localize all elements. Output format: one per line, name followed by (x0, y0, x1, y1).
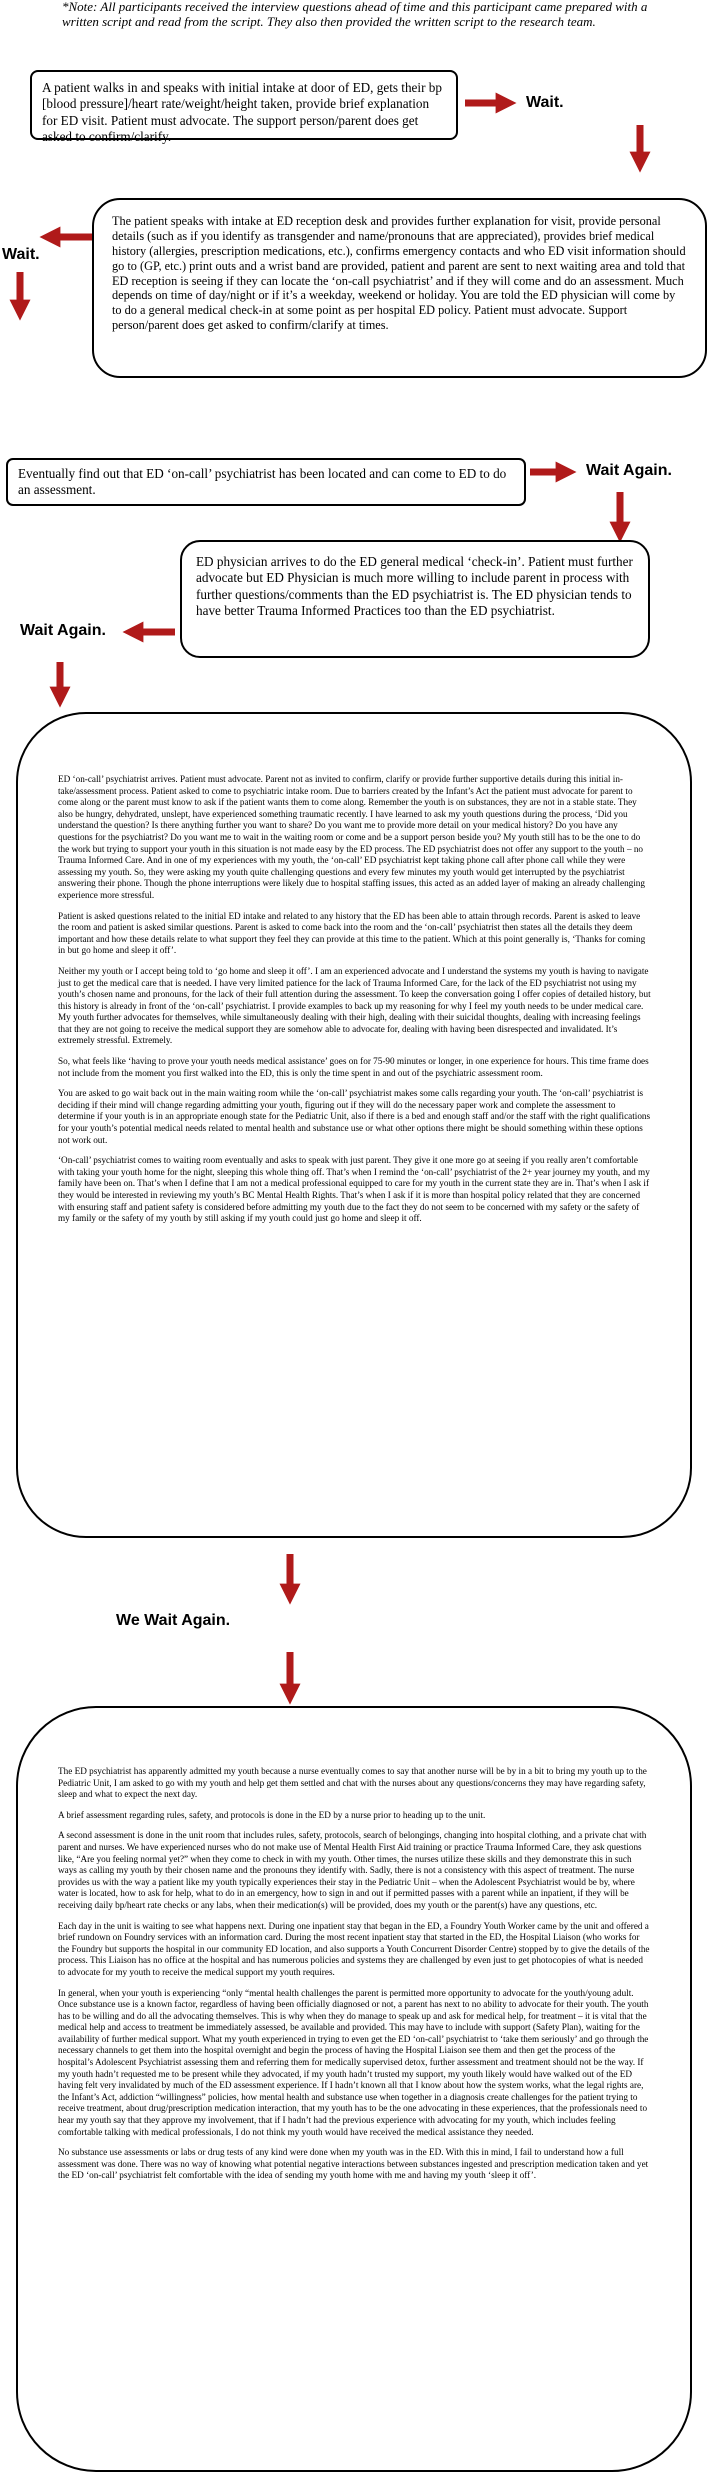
admission-paragraph: A brief assessment regarding rules, safety, and protocols is done in the ED by a nurse prior to heading up to the unit. (58, 1809, 486, 1820)
admission-paragraph: In general, when your youth is experiencing “only “mental health challenges the parent is permitted more opportunity to advocate for the youth/young adult. Once substance use is a known factor, regardless of having been officially diagnosed or not, a parent has next to no ability to advocate for their youth. The youth has to be willing and do all the advocating themselves. This is why when they do manage to speak up and ask for medical help, for treatment – it is vital that the medical help and access to treatment be immediately assessed, be available and provided. This may have to include with support (Safety Plan), waiting for the availability of further medical support. What my youth experienced in trying to even get the ED ‘on-call’ psychiatrist to ‘take them seriously’ and go through the necessary channels to get them into the hospital overnight and begin the process of having the Hospital Liaison see them and then get the process of the hospital’s Adolescent Psychiatrist assessing them and referring them for medically supervised detox, further assessment and treatment should not be the way. If my youth hadn’t requested me to be present while they advocated, if my youth hadn’t trusted my support, my youth likely would have walked out of the ED having felt very invalidated by much of the ED assessment experience. If I hadn’t known all that I know about how the system works, what the legal rights are, the Infant’s Act, addiction “willingness” policies, how mental health and substance use when together in a diagnosis create challenges for the patient trying to receive treatment, about drug/prescription medication interaction, that my youth has to be the one advocating in these experiences, that the professionals need to hear my youth say that they approve my involvement, that if I hadn’t had the previous experience with advocating for my youth, which includes feeling comfortable talking with medical professionals, I do not think my youth would have received the medical assistance they needed. (58, 1987, 649, 2137)
admission-paragraph: The ED psychiatrist has apparently admitted my youth because a nurse eventually comes to say that another nurse will be by in a bit to bring my youth up to the Pediatric Unit, I am asked to go with my youth and help get them settled and chat with the nurses about any questions/concerns they may have regarding safety, sleep and what to expect the next day. (58, 1766, 647, 1800)
assessment-paragraph: Neither my youth or I accept being told to ‘go home and sleep it off’. I am an experienced advocate and I understand the systems my youth is having to navigate just to get the medical care that is needed. I have very limited patience for the lack of Trauma Informed Care, for the lack of the ED psychiatrist not using my youth’s chosen name and pronouns, for the lack of their full attention during the assessment. To keep the conversation going I offer copies of detailed history, but this history is already in front of the ‘on-call’ psychiatrist. I provide examples to back up my reasoning for why I feel my youth needs to be under medical care. My youth further advocates for themselves, while simultaneously dealing with their high, dealing with their suicidal thoughts, dealing with increasing feelings that they are not going to receive the medical support they are somehow able to advocate for, dealing with having been disrespected and invalidated. It’s extremely stressful. Extremely. (58, 965, 651, 1046)
admission-paragraph: Each day in the unit is waiting to see what happens next. During one inpatient stay that began in the ED, a Foundry Youth Worker came by the unit and offered a brief rundown on Foundry services with an information card. During the most recent inpatient stay that started in the ED, the Hospital Liaison (who works for the Foundry but supports the hospital in our community ED location, and also supports a Youth Concurrent Disorder Centre) stopped by to give the details of the process. This Liaison has no office at the hospital and has numerous policies and systems they are challenged by even just to get photocopies of what is needed to advocate for my youth to receive the medical support my youth requires. (58, 1920, 650, 1977)
intake-text: A patient walks in and speaks with initial intake at door of ED, gets their bp [blood pressure]/heart rate/weight/height taken, provide brief explanation for ED visit. Patient must advocate. The support person/parent does get asked to confirm/clarify. (42, 80, 442, 145)
assessment-paragraph: ED ‘on-call’ psychiatrist arrives. Patient must advocate. Parent not as invited to confirm, clarify or provide further supportive details during this initial in-take/assessment process. Patient asked to come to psychiatric intake room. Due to barriers created by the Infant’s Act the patient must advocate for parent to come along or the parent must know to ask if the patient wants them to come along. Remember the youth is on substances, they are not in a stable state. They also be hungry, dehydrated, unslept, have experienced something traumatic recently. I have learned to ask my youth questions during the process, ‘Did you understand the question? Is there anything further you want to share? Do you want me to provide more detail on your medical history? Do you have any questions for the psychiatrist? Do you want me to wait in the waiting room or come and be a support person beside you? My youth still has to be the one to do the work but trying to support your youth in this situation is not made easy by the ED process. The ED psychiatrist does not offer any support to the youth – no Trauma Informed Care. And in one of my experiences with my youth, the ‘on-call’ ED psychiatrist kept taking phone call after phone call while they were assessing my youth. So, they were asking my youth quite challenging questions and every few minutes my youth would get interrupted by the psychiatrist answering their phone. Though the phone interruptions were likely due to hospital staffing issues, this acted as an added layer of making an already challenging experience more stressful. (58, 774, 645, 900)
physician-checkin-text: ED physician arrives to do the ED general medical ‘check-in’. Patient must further advocate but ED Physician is much more willing to include parent in process with further questions/comments than the ED psychiatrist is. The ED physician tends to have better Trauma Informed Practices too than the ED psychiatrist. (196, 554, 633, 619)
reception-text: The patient speaks with intake at ED reception desk and provides further explanation for visit, provide personal details (such as if you identify as transgender and name/pronouns that are appreciated), provides brief medical history (allergies, prescription medications, etc.), confirms emergency contacts and who ED visit information should go to (GP, etc.) print outs and a wrist band are provided, patient and parent are sent to next waiting area and told that ED reception is seeing if they can locate the ‘on-call psychiatrist’ and if they will come and do an assessment. Much depends on time of day/night or if it’s a weekday, weekend or holiday. You are told the ED physician will come by to do a general medical check-in at some point as per hospital ED policy. Patient must advocate. Support person/parent does get asked to confirm/clarify at times. (112, 214, 686, 333)
intake-box (30, 70, 458, 145)
reception-box (92, 198, 707, 378)
admission-paragraph: A second assessment is done in the unit room that includes rules, safety, protocols, search of belongings, changing into hospital clothing, and a private chat with parent and nurses. We have experienced nurses who do not make use of Mental Health First Aid training or practice Trauma Informed Care, they ask questions like, “Are you feeling normal yet?” when they come to check in with my youth. Other times, the nurses utilize these skills and they demonstrate this in such ways as calling my youth by their chosen name and the pronouns they identify with. Sadly, there is not a consistency with this aspect of treatment. The nurse provides us with the way a patient like my youth typically experiences their stay in the Pediatric Unit – when the Adolescent Psychiatrist would be by, where water is located, how to ask for help, what to do in an emergency, how to sign in and out if permitted passes with a parent while an inpatient, if they will be receiving daily bp/heart rate checks or any labs, when their medication(s) will be provided, does my youth or the parent(s) have any questions, etc. (58, 1830, 647, 1910)
admission-paragraph: No substance use assessments or labs or drug tests of any kind were done when my youth was in the ED. With this in mind, I fail to understand how a full assessment was done. There was no way of knowing what potential negative interactions between substances ingested and prescription medication taken and yet the ED ‘on-call’ psychiatrist felt comfortable with the idea of sending my youth home with me and having my youth ‘sleep it off’. (58, 2147, 649, 2181)
psychiatrist-located-box (6, 458, 526, 506)
wait-again-label-left: Wait Again. (20, 622, 106, 639)
assessment-paragraph: Patient is asked questions related to the initial ED intake and related to any history that the ED has been able to attain through records. Parent is asked to leave the room and patient is asked similar questions. Parent is asked to come back into the room and the ‘on-call’ psychiatrist then states all the details they deem important and how these details relate to what support they feel they can provide at this time to the patient. Which at this point generally is, ‘Thanks for coming in but go home and sleep it off’. (58, 910, 646, 956)
we-wait-again-label: We Wait Again. (116, 1612, 231, 1629)
psychiatrist-assessment-box (16, 712, 692, 1538)
assessment-paragraph: You are asked to go wait back out in the main waiting room while the ‘on-call’ psychiatrist makes some calls regarding your youth. The ‘on-call’ psychiatrist is deciding if their mind will change regarding admitting your youth, figuring out if they will do the necessary paper work and complete the assessment to determine if your youth is in an appropriate enough state for the Pediatric Unit, also if there is a bed and enough staff and/or the staff with the right qualifications for your youth’s potential medical needs related to mental health and substance use or what other options there might be should something within these options not work out. (58, 1088, 651, 1145)
assessment-paragraph: So, what feels like ‘having to prove your youth needs medical assistance’ goes on for 75-90 minutes or longer, in one experience for hours. This time frame does not include from the moment you first walked into the ED, this is only the time spent in and out of the psychiatric assessment room. (58, 1056, 649, 1078)
wait-again-label: Wait Again. (586, 462, 672, 479)
physician-checkin-box (180, 540, 650, 658)
psychiatrist-located-text: Eventually find out that ED ‘on-call’ psychiatrist has been located and can come to ED to do an assessment. (18, 466, 507, 498)
wait-label: Wait. (526, 94, 564, 111)
assessment-paragraph: ‘On-call’ psychiatrist comes to waiting room eventually and asks to speak with just parent. They give it one more go at seeing if you really aren’t comfortable with taking your youth home for the night, sleeping this whole thing off. That’s when I remind the ‘on-call’ psychiatrist of the 2+ year journey my youth, and my family have been on. That’s when I define that I am not a medical professional equipped to care for my youth in the current state they are in. That’s when I ask if they would be interested in reviewing my youth’s BC Mental Health Rights. That’s when I ask if it is more than hospital policy related that they are concerned with ensuring staff and patient safety is considered before admitting my youth due to the fact they do not seem to be concerned with my safety or the safety of my family or the safety of my youth by still asking if my youth could just go home and sleep it off. (58, 1155, 650, 1224)
participant-note: *Note: All participants received the interview questions ahead of time and this participant came prepared with a written script and read from the script. They also then provided the written script to the research team. (62, 0, 648, 29)
admission-box (16, 1706, 692, 2472)
wait-label-left: Wait. (2, 246, 40, 263)
